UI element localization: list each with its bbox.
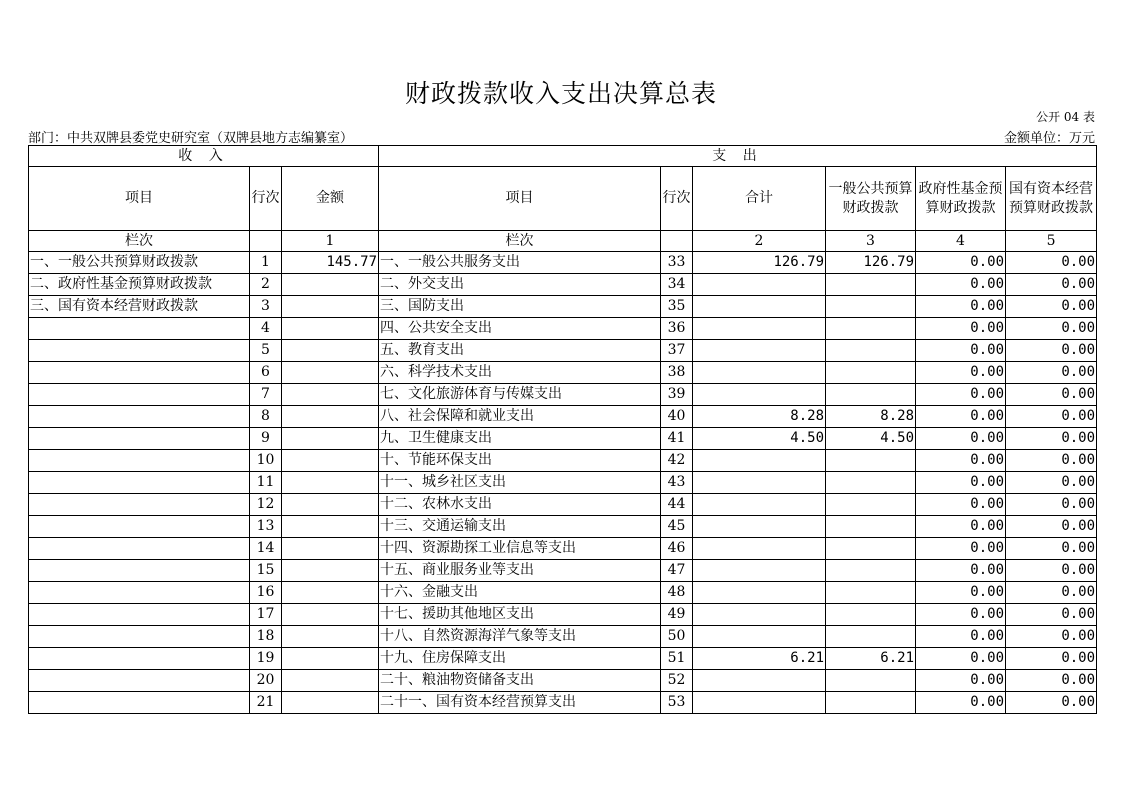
lanci-expense: 栏次: [379, 231, 661, 252]
total-cell: [693, 450, 826, 472]
state-capital-cell: 0.00: [1006, 252, 1097, 274]
table-row: [29, 516, 1097, 538]
table-row: [29, 494, 1097, 516]
income-item-cell: 一、一般公共预算财政拨款: [29, 252, 250, 274]
income-item-cell: [29, 626, 250, 648]
income-item-cell: [29, 560, 250, 582]
income-item-cell: [29, 604, 250, 626]
income-amount-cell: [282, 428, 379, 450]
expense-item-cell: 二十、粮油物资储备支出: [379, 670, 661, 692]
state-capital-cell: 0.00: [1006, 582, 1097, 604]
general-budget-cell: 6.21: [826, 648, 916, 670]
expense-item-cell: 九、卫生健康支出: [379, 428, 661, 450]
state-capital-cell: 0.00: [1006, 538, 1097, 560]
general-budget-cell: [826, 450, 916, 472]
total-cell: 4.50: [693, 428, 826, 450]
income-item-cell: [29, 692, 250, 714]
col-index-2: 2: [693, 231, 826, 252]
income-rownum-cell: 11: [250, 472, 282, 494]
state-capital-cell: 0.00: [1006, 362, 1097, 384]
gov-fund-cell: 0.00: [916, 406, 1006, 428]
form-code: 公开 04 表: [1036, 110, 1095, 124]
total-cell: [693, 384, 826, 406]
income-amount-header: 金额: [282, 167, 379, 231]
table-row: [29, 604, 1097, 626]
expense-rownum-cell: 48: [661, 582, 693, 604]
expense-item-cell: 一、一般公共服务支出: [379, 252, 661, 274]
state-capital-cell: 0.00: [1006, 296, 1097, 318]
state-capital-cell: 0.00: [1006, 428, 1097, 450]
expense-rownum-cell: 41: [661, 428, 693, 450]
income-rownum-cell: 13: [250, 516, 282, 538]
total-cell: [693, 472, 826, 494]
general-budget-cell: [826, 626, 916, 648]
gov-fund-cell: 0.00: [916, 428, 1006, 450]
gov-fund-cell: 0.00: [916, 604, 1006, 626]
expense-rownum-cell: 46: [661, 538, 693, 560]
lanci-blank-2: [661, 231, 693, 252]
total-cell: [693, 296, 826, 318]
expense-item-cell: 七、文化旅游体育与传媒支出: [379, 384, 661, 406]
total-cell: 8.28: [693, 406, 826, 428]
general-budget-cell: [826, 560, 916, 582]
general-budget-cell: [826, 362, 916, 384]
table-row: [29, 318, 1097, 340]
state-capital-cell: 0.00: [1006, 450, 1097, 472]
state-capital-cell: 0.00: [1006, 384, 1097, 406]
expense-rownum-cell: 37: [661, 340, 693, 362]
income-item-cell: [29, 450, 250, 472]
income-rownum-cell: 9: [250, 428, 282, 450]
income-amount-cell: [282, 406, 379, 428]
gov-fund-cell: 0.00: [916, 538, 1006, 560]
total-cell: [693, 626, 826, 648]
general-budget-cell: [826, 604, 916, 626]
expense-rownum-cell: 34: [661, 274, 693, 296]
general-budget-header: 一般公共预算财政拨款: [826, 167, 916, 231]
income-amount-cell: [282, 362, 379, 384]
expense-item-cell: 五、教育支出: [379, 340, 661, 362]
expense-item-cell: 十、节能环保支出: [379, 450, 661, 472]
state-capital-cell: 0.00: [1006, 494, 1097, 516]
expense-item-cell: 十六、金融支出: [379, 582, 661, 604]
expense-rownum-cell: 40: [661, 406, 693, 428]
income-rownum-cell: 6: [250, 362, 282, 384]
gov-fund-cell: 0.00: [916, 450, 1006, 472]
total-cell: [693, 582, 826, 604]
expense-item-cell: 十九、住房保障支出: [379, 648, 661, 670]
income-item-cell: 二、政府性基金预算财政拨款: [29, 274, 250, 296]
table-row: [29, 472, 1097, 494]
income-item-cell: [29, 428, 250, 450]
income-item-cell: [29, 538, 250, 560]
expense-rownum-cell: 44: [661, 494, 693, 516]
gov-fund-cell: 0.00: [916, 274, 1006, 296]
table-row: [29, 648, 1097, 670]
income-rownum-cell: 1: [250, 252, 282, 274]
expense-rownum-cell: 53: [661, 692, 693, 714]
department-label: 部门：中共双牌县委党史研究室（双牌县地方志编纂室）: [28, 131, 354, 146]
lanci-income: 栏次: [29, 231, 250, 252]
income-amount-cell: [282, 274, 379, 296]
expense-rownum-cell: 50: [661, 626, 693, 648]
expense-item-cell: 十一、城乡社区支出: [379, 472, 661, 494]
col-index-1: 1: [282, 231, 379, 252]
income-amount-cell: [282, 604, 379, 626]
income-rownum-cell: 20: [250, 670, 282, 692]
gov-fund-cell: 0.00: [916, 494, 1006, 516]
income-rownum-cell: 14: [250, 538, 282, 560]
expense-group-header: 支 出: [379, 146, 1097, 167]
gov-fund-cell: 0.00: [916, 692, 1006, 714]
general-budget-cell: 4.50: [826, 428, 916, 450]
expense-rownum-cell: 43: [661, 472, 693, 494]
gov-fund-cell: 0.00: [916, 648, 1006, 670]
income-amount-cell: [282, 626, 379, 648]
general-budget-cell: [826, 582, 916, 604]
expense-item-cell: 十八、自然资源海洋气象等支出: [379, 626, 661, 648]
total-cell: [693, 494, 826, 516]
column-index-row: [29, 231, 1097, 252]
total-cell: [693, 340, 826, 362]
income-rownum-cell: 15: [250, 560, 282, 582]
income-rownum-cell: 19: [250, 648, 282, 670]
expense-rownum-cell: 42: [661, 450, 693, 472]
income-rownum-cell: 10: [250, 450, 282, 472]
unit-label: 金额单位：万元: [1003, 131, 1095, 146]
table-row: [29, 384, 1097, 406]
gov-fund-cell: 0.00: [916, 384, 1006, 406]
state-capital-cell: 0.00: [1006, 604, 1097, 626]
income-item-cell: [29, 406, 250, 428]
general-budget-cell: [826, 384, 916, 406]
income-amount-cell: [282, 384, 379, 406]
income-amount-cell: [282, 340, 379, 362]
total-cell: [693, 318, 826, 340]
expense-rownum-cell: 39: [661, 384, 693, 406]
budget-table: [28, 145, 1097, 714]
income-amount-cell: [282, 296, 379, 318]
income-rownum-cell: 5: [250, 340, 282, 362]
col-index-5: 5: [1006, 231, 1097, 252]
total-cell: [693, 560, 826, 582]
income-item-cell: [29, 494, 250, 516]
expense-rownum-header: 行次: [661, 167, 693, 231]
state-capital-cell: 0.00: [1006, 670, 1097, 692]
expense-rownum-cell: 38: [661, 362, 693, 384]
general-budget-cell: 126.79: [826, 252, 916, 274]
table-row: [29, 538, 1097, 560]
expense-item-cell: 三、国防支出: [379, 296, 661, 318]
expense-rownum-cell: 45: [661, 516, 693, 538]
income-amount-cell: [282, 692, 379, 714]
income-amount-cell: [282, 318, 379, 340]
income-item-cell: [29, 384, 250, 406]
income-amount-cell: [282, 494, 379, 516]
gov-fund-cell: 0.00: [916, 516, 1006, 538]
expense-item-cell: 十二、农林水支出: [379, 494, 661, 516]
lanci-blank-1: [250, 231, 282, 252]
table-row: [29, 406, 1097, 428]
gov-fund-cell: 0.00: [916, 472, 1006, 494]
income-item-cell: [29, 340, 250, 362]
table-row: [29, 428, 1097, 450]
expense-rownum-cell: 36: [661, 318, 693, 340]
general-budget-cell: [826, 472, 916, 494]
gov-fund-cell: 0.00: [916, 296, 1006, 318]
state-capital-cell: 0.00: [1006, 560, 1097, 582]
table-row: [29, 450, 1097, 472]
general-budget-cell: [826, 494, 916, 516]
income-amount-cell: [282, 450, 379, 472]
general-budget-cell: [826, 516, 916, 538]
income-rownum-cell: 2: [250, 274, 282, 296]
state-capital-cell: 0.00: [1006, 648, 1097, 670]
state-capital-cell: 0.00: [1006, 318, 1097, 340]
expense-rownum-cell: 52: [661, 670, 693, 692]
gov-fund-cell: 0.00: [916, 626, 1006, 648]
general-budget-cell: [826, 296, 916, 318]
income-rownum-cell: 18: [250, 626, 282, 648]
expense-rownum-cell: 47: [661, 560, 693, 582]
income-item-cell: 三、国有资本经营财政拨款: [29, 296, 250, 318]
gov-fund-header: 政府性基金预算财政拨款: [916, 167, 1006, 231]
expense-item-cell: 十四、资源勘探工业信息等支出: [379, 538, 661, 560]
income-rownum-header: 行次: [250, 167, 282, 231]
gov-fund-cell: 0.00: [916, 318, 1006, 340]
total-cell: [693, 516, 826, 538]
income-rownum-cell: 3: [250, 296, 282, 318]
general-budget-cell: [826, 318, 916, 340]
col-index-3: 3: [826, 231, 916, 252]
state-capital-cell: 0.00: [1006, 406, 1097, 428]
total-cell: [693, 692, 826, 714]
general-budget-cell: [826, 274, 916, 296]
expense-rownum-cell: 51: [661, 648, 693, 670]
income-amount-cell: [282, 472, 379, 494]
state-capital-cell: 0.00: [1006, 692, 1097, 714]
income-rownum-cell: 8: [250, 406, 282, 428]
income-rownum-cell: 16: [250, 582, 282, 604]
expense-item-cell: 十七、援助其他地区支出: [379, 604, 661, 626]
income-item-cell: [29, 582, 250, 604]
expense-rownum-cell: 35: [661, 296, 693, 318]
general-budget-cell: [826, 670, 916, 692]
expense-item-cell: 二、外交支出: [379, 274, 661, 296]
expense-item-cell: 二十一、国有资本经营预算支出: [379, 692, 661, 714]
income-amount-cell: [282, 560, 379, 582]
general-budget-cell: [826, 538, 916, 560]
table-row: [29, 582, 1097, 604]
table-row: [29, 274, 1097, 296]
total-cell: [693, 670, 826, 692]
income-rownum-cell: 17: [250, 604, 282, 626]
expense-item-cell: 八、社会保障和就业支出: [379, 406, 661, 428]
total-cell: [693, 538, 826, 560]
income-group-header: 收 入: [29, 146, 379, 167]
income-item-cell: [29, 516, 250, 538]
general-budget-cell: 8.28: [826, 406, 916, 428]
column-header-row: [29, 167, 1097, 231]
expense-rownum-cell: 33: [661, 252, 693, 274]
state-capital-header: 国有资本经营预算财政拨款: [1006, 167, 1097, 231]
gov-fund-cell: 0.00: [916, 560, 1006, 582]
income-item-cell: [29, 648, 250, 670]
income-amount-cell: [282, 582, 379, 604]
expense-item-cell: 十三、交通运输支出: [379, 516, 661, 538]
income-item-cell: [29, 472, 250, 494]
income-rownum-cell: 4: [250, 318, 282, 340]
table-row: [29, 670, 1097, 692]
general-budget-cell: [826, 692, 916, 714]
income-item-cell: [29, 318, 250, 340]
total-header: 合计: [693, 167, 826, 231]
total-cell: 6.21: [693, 648, 826, 670]
gov-fund-cell: 0.00: [916, 252, 1006, 274]
expense-rownum-cell: 49: [661, 604, 693, 626]
income-amount-cell: 145.77: [282, 252, 379, 274]
table-row: [29, 626, 1097, 648]
income-rownum-cell: 12: [250, 494, 282, 516]
total-cell: [693, 362, 826, 384]
state-capital-cell: 0.00: [1006, 340, 1097, 362]
table-row: [29, 296, 1097, 318]
income-amount-cell: [282, 516, 379, 538]
gov-fund-cell: 0.00: [916, 362, 1006, 384]
expense-item-cell: 四、公共安全支出: [379, 318, 661, 340]
income-amount-cell: [282, 538, 379, 560]
total-cell: 126.79: [693, 252, 826, 274]
total-cell: [693, 604, 826, 626]
table-row: [29, 340, 1097, 362]
income-amount-cell: [282, 670, 379, 692]
income-amount-cell: [282, 648, 379, 670]
state-capital-cell: 0.00: [1006, 274, 1097, 296]
state-capital-cell: 0.00: [1006, 626, 1097, 648]
income-item-cell: [29, 362, 250, 384]
expense-item-header: 项目: [379, 167, 661, 231]
page-title: 财政拨款收入支出决算总表: [404, 79, 717, 108]
table-row: [29, 692, 1097, 714]
general-budget-cell: [826, 340, 916, 362]
income-item-header: 项目: [29, 167, 250, 231]
gov-fund-cell: 0.00: [916, 582, 1006, 604]
expense-item-cell: 六、科学技术支出: [379, 362, 661, 384]
state-capital-cell: 0.00: [1006, 472, 1097, 494]
income-rownum-cell: 21: [250, 692, 282, 714]
income-item-cell: [29, 670, 250, 692]
total-cell: [693, 274, 826, 296]
expense-item-cell: 十五、商业服务业等支出: [379, 560, 661, 582]
table-row: [29, 252, 1097, 274]
table-row: [29, 560, 1097, 582]
gov-fund-cell: 0.00: [916, 670, 1006, 692]
col-index-4: 4: [916, 231, 1006, 252]
table-row: [29, 362, 1097, 384]
gov-fund-cell: 0.00: [916, 340, 1006, 362]
income-rownum-cell: 7: [250, 384, 282, 406]
group-header-row: [29, 146, 1097, 167]
state-capital-cell: 0.00: [1006, 516, 1097, 538]
